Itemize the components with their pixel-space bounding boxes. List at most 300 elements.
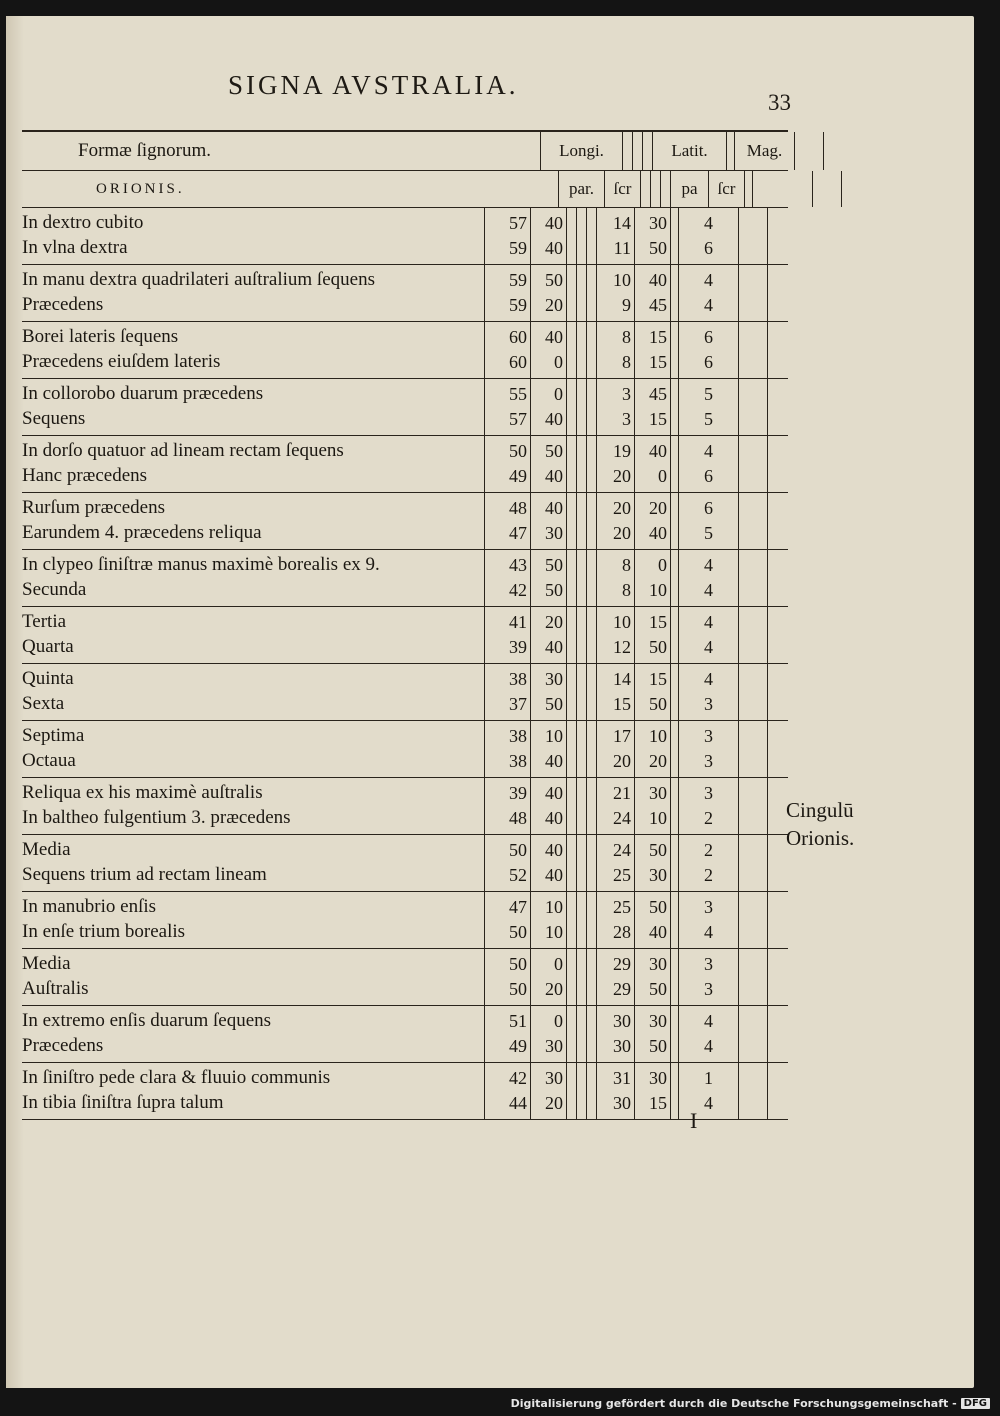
table-row (22, 379, 788, 436)
lat-scr-value-cell (634, 835, 670, 891)
lon-par-value: 47 (509, 897, 527, 917)
magnitude-value-cell (678, 265, 738, 321)
magnitude-value: 6 (704, 238, 713, 258)
star-name: Præcedens (22, 1035, 104, 1056)
lon-scr-value: 10 (545, 922, 563, 942)
lon-scr-value: 20 (545, 1093, 563, 1113)
lon-scr-value: 20 (545, 979, 563, 999)
lon-scr-value: 30 (545, 1068, 563, 1088)
star-name: In collorobo duarum præcedens (22, 383, 264, 404)
lat-scr-value: 45 (649, 384, 667, 404)
lon-scr-value-cell (530, 265, 566, 321)
star-name: Rurſum præcedens (22, 497, 166, 518)
header-magnitude: Mag. (734, 132, 794, 170)
lon-par-value: 51 (509, 1011, 527, 1031)
lat-scr-value-cell (634, 379, 670, 435)
lon-par-value-cell (484, 949, 530, 1005)
magnitude-value: 6 (704, 498, 713, 518)
lon-scr-value-cell (530, 835, 566, 891)
star-name: Tertia (22, 611, 67, 632)
magnitude-value: 3 (704, 726, 713, 746)
lat-scr-value: 15 (649, 352, 667, 372)
star-names (22, 493, 484, 549)
lon-scr-value: 50 (545, 694, 563, 714)
table-row (22, 949, 788, 1006)
lat-par-value: 8 (622, 555, 631, 575)
magnitude-value-cell (678, 892, 738, 948)
lat-scr-value-cell (634, 436, 670, 492)
star-names (22, 550, 484, 606)
header-forms: Formæ ſignorum. (78, 140, 212, 161)
magnitude-value-cell (678, 379, 738, 435)
lat-scr-value-cell (634, 208, 670, 264)
lat-par-value-cell (596, 1063, 634, 1119)
magnitude-value: 5 (704, 409, 713, 429)
lat-par-value: 8 (622, 352, 631, 372)
star-name: Media (22, 839, 71, 860)
lat-scr-value: 20 (649, 751, 667, 771)
star-names (22, 1063, 484, 1119)
lon-scr-value: 40 (545, 808, 563, 828)
lat-scr-value: 30 (649, 213, 667, 233)
lon-par-value: 59 (509, 270, 527, 290)
lon-par-value: 48 (509, 808, 527, 828)
lat-scr-value: 10 (649, 808, 667, 828)
magnitude-value-cell (678, 949, 738, 1005)
lon-scr-value: 40 (545, 498, 563, 518)
lat-scr-value-cell (634, 778, 670, 834)
lat-scr-value: 20 (649, 498, 667, 518)
lon-scr-value: 50 (545, 555, 563, 575)
lat-par-value-cell (596, 208, 634, 264)
magnitude-value: 4 (704, 213, 713, 233)
lat-par-value-cell (596, 265, 634, 321)
star-name: In manu dextra quadrilateri auſtralium ſequens (22, 269, 375, 290)
subheader-lat-par: pa (670, 171, 708, 207)
lon-scr-value-cell (530, 1006, 566, 1062)
lon-par-value-cell (484, 436, 530, 492)
magnitude-value: 3 (704, 751, 713, 771)
star-name: Quarta (22, 636, 74, 657)
lat-scr-value: 50 (649, 979, 667, 999)
table-row (22, 322, 788, 379)
lon-scr-value: 40 (545, 466, 563, 486)
lat-par-value: 30 (613, 1093, 631, 1113)
lat-par-value: 15 (613, 694, 631, 714)
lon-par-value-cell (484, 664, 530, 720)
lon-par-value: 38 (509, 751, 527, 771)
lon-scr-value-cell (530, 322, 566, 378)
lon-scr-value-cell (530, 208, 566, 264)
star-names (22, 778, 484, 834)
lat-scr-value: 50 (649, 840, 667, 860)
lat-par-value: 30 (613, 1036, 631, 1056)
lat-par-value: 19 (613, 441, 631, 461)
lon-scr-value: 0 (554, 384, 563, 404)
lat-par-value-cell (596, 892, 634, 948)
lon-scr-value: 30 (545, 1036, 563, 1056)
lat-scr-value-cell (634, 892, 670, 948)
star-name: Sexta (22, 693, 65, 714)
lat-par-value-cell (596, 835, 634, 891)
table-header (22, 130, 788, 171)
magnitude-value: 2 (704, 840, 713, 860)
table-row (22, 208, 788, 265)
magnitude-value: 1 (704, 1068, 713, 1088)
lat-scr-value-cell (634, 1063, 670, 1119)
lon-scr-value-cell (530, 550, 566, 606)
lon-par-value-cell (484, 322, 530, 378)
magnitude-value-cell (678, 322, 738, 378)
lat-par-value: 14 (613, 669, 631, 689)
lon-scr-value: 40 (545, 751, 563, 771)
magnitude-value: 3 (704, 954, 713, 974)
star-names (22, 208, 484, 264)
star-name: In baltheo fulgentium 3. præcedens (22, 807, 291, 828)
lon-par-value: 44 (509, 1093, 527, 1113)
lon-par-value: 57 (509, 409, 527, 429)
lat-scr-value-cell (634, 607, 670, 663)
table-row (22, 1006, 788, 1063)
footer-text: Digitalisierung gefördert durch die Deutsche Forschungsgemeinschaft - (510, 1397, 957, 1410)
lon-par-value: 43 (509, 555, 527, 575)
lat-scr-value-cell (634, 493, 670, 549)
lat-scr-value: 30 (649, 954, 667, 974)
star-names (22, 265, 484, 321)
table-row (22, 664, 788, 721)
star-name: In manubrio enſis (22, 896, 157, 917)
lat-scr-value: 50 (649, 1036, 667, 1056)
lon-par-value: 52 (509, 865, 527, 885)
dfg-logo: DFG (961, 1398, 990, 1409)
lat-par-value: 14 (613, 213, 631, 233)
lon-scr-value-cell (530, 1063, 566, 1119)
lon-par-value-cell (484, 379, 530, 435)
lat-scr-value-cell (634, 1006, 670, 1062)
star-name: Septima (22, 725, 85, 746)
star-name: Hanc præcedens (22, 465, 148, 486)
lat-scr-value: 10 (649, 726, 667, 746)
table-row (22, 550, 788, 607)
table-body (22, 208, 788, 1120)
magnitude-value-cell (678, 607, 738, 663)
margin-note (786, 796, 854, 852)
star-name: In clypeo ſiniſtræ manus maximè borealis ex 9. (22, 554, 380, 575)
star-name: Præcedens (22, 294, 104, 315)
magnitude-value: 4 (704, 295, 713, 315)
magnitude-value: 6 (704, 352, 713, 372)
subheader-lat-scr: ſcr (708, 171, 744, 207)
lon-scr-value-cell (530, 892, 566, 948)
lon-scr-value: 20 (545, 612, 563, 632)
lon-par-value: 59 (509, 295, 527, 315)
star-names (22, 892, 484, 948)
lat-scr-value-cell (634, 721, 670, 777)
lon-scr-value-cell (530, 379, 566, 435)
lon-scr-value-cell (530, 493, 566, 549)
running-title: SIGNA AVSTRALIA. (228, 70, 519, 100)
star-names (22, 721, 484, 777)
lon-par-value-cell (484, 208, 530, 264)
lat-par-value: 17 (613, 726, 631, 746)
lat-par-value: 3 (622, 409, 631, 429)
lat-scr-value: 15 (649, 327, 667, 347)
star-name: Auſtralis (22, 978, 89, 999)
lat-par-value-cell (596, 778, 634, 834)
star-name: Media (22, 953, 71, 974)
lon-scr-value: 40 (545, 637, 563, 657)
magnitude-value-cell (678, 721, 738, 777)
magnitude-value: 4 (704, 1093, 713, 1113)
lon-par-value: 60 (509, 327, 527, 347)
lon-par-value: 59 (509, 238, 527, 258)
magnitude-value: 4 (704, 580, 713, 600)
lon-par-value-cell (484, 550, 530, 606)
lat-scr-value-cell (634, 265, 670, 321)
magnitude-value: 6 (704, 466, 713, 486)
lat-scr-value: 15 (649, 409, 667, 429)
lon-scr-value: 50 (545, 580, 563, 600)
star-names (22, 835, 484, 891)
constellation-name: ORIONIS. (96, 180, 185, 197)
lon-par-value: 50 (509, 922, 527, 942)
star-name: In enſe trium borealis (22, 921, 186, 942)
lat-scr-value: 40 (649, 270, 667, 290)
subheader-lon-scr: ſcr (604, 171, 640, 207)
lon-par-value: 49 (509, 466, 527, 486)
star-names (22, 949, 484, 1005)
lat-par-value: 10 (613, 612, 631, 632)
lon-par-value: 50 (509, 441, 527, 461)
lat-par-value-cell (596, 493, 634, 549)
magnitude-value: 3 (704, 897, 713, 917)
lon-par-value: 50 (509, 954, 527, 974)
lon-scr-value: 30 (545, 669, 563, 689)
star-name: Præcedens eiuſdem lateris (22, 351, 221, 372)
lon-scr-value: 40 (545, 783, 563, 803)
lon-par-value: 47 (509, 523, 527, 543)
table-row (22, 265, 788, 322)
star-name: In tibia ſiniſtra ſupra talum (22, 1092, 224, 1113)
magnitude-value: 3 (704, 694, 713, 714)
star-name: Reliqua ex his maximè auſtralis (22, 782, 263, 803)
lat-par-value: 30 (613, 1011, 631, 1031)
lon-par-value: 42 (509, 1068, 527, 1088)
lon-par-value: 39 (509, 783, 527, 803)
lat-par-value: 10 (613, 270, 631, 290)
lon-scr-value-cell (530, 607, 566, 663)
lon-par-value-cell (484, 721, 530, 777)
lon-par-value: 50 (509, 840, 527, 860)
lon-par-value: 39 (509, 637, 527, 657)
magnitude-value: 5 (704, 523, 713, 543)
table-row (22, 721, 788, 778)
table-row (22, 778, 788, 835)
lon-scr-value: 40 (545, 238, 563, 258)
lon-scr-value-cell (530, 778, 566, 834)
star-name: Sequens (22, 408, 86, 429)
magnitude-value: 4 (704, 1036, 713, 1056)
star-names (22, 664, 484, 720)
lat-par-value-cell (596, 949, 634, 1005)
lon-par-value: 42 (509, 580, 527, 600)
magnitude-value: 3 (704, 783, 713, 803)
lat-scr-value-cell (634, 550, 670, 606)
magnitude-value: 4 (704, 637, 713, 657)
lat-scr-value: 15 (649, 669, 667, 689)
star-names (22, 436, 484, 492)
lat-par-value: 25 (613, 897, 631, 917)
magnitude-value: 4 (704, 270, 713, 290)
lon-scr-value: 50 (545, 270, 563, 290)
lon-par-value: 48 (509, 498, 527, 518)
lat-scr-value: 50 (649, 637, 667, 657)
lat-scr-value: 30 (649, 1068, 667, 1088)
magnitude-value: 4 (704, 1011, 713, 1031)
lat-par-value: 12 (613, 637, 631, 657)
footer-credit (511, 1397, 990, 1410)
lat-par-value: 24 (613, 840, 631, 860)
lon-par-value-cell (484, 265, 530, 321)
lon-scr-value: 20 (545, 295, 563, 315)
lon-par-value: 60 (509, 352, 527, 372)
lon-par-value-cell (484, 1063, 530, 1119)
lon-par-value: 37 (509, 694, 527, 714)
lon-scr-value: 40 (545, 409, 563, 429)
lat-par-value: 20 (613, 523, 631, 543)
table-row (22, 892, 788, 949)
lon-scr-value: 50 (545, 441, 563, 461)
signature-mark: I (690, 1108, 698, 1133)
magnitude-value-cell (678, 778, 738, 834)
magnitude-value: 4 (704, 669, 713, 689)
star-name: Sequens trium ad rectam lineam (22, 864, 267, 885)
lon-scr-value: 30 (545, 523, 563, 543)
table-row (22, 607, 788, 664)
lat-scr-value: 0 (658, 466, 667, 486)
lon-scr-value-cell (530, 721, 566, 777)
lat-par-value-cell (596, 379, 634, 435)
magnitude-value-cell (678, 664, 738, 720)
lon-scr-value: 40 (545, 327, 563, 347)
magnitude-value: 2 (704, 808, 713, 828)
lat-scr-value: 30 (649, 865, 667, 885)
lat-scr-value-cell (634, 949, 670, 1005)
lon-scr-value-cell (530, 436, 566, 492)
star-catalog-table (22, 130, 788, 1120)
lon-scr-value: 0 (554, 352, 563, 372)
star-names (22, 607, 484, 663)
lat-scr-value: 30 (649, 783, 667, 803)
lon-scr-value: 0 (554, 954, 563, 974)
lat-par-value-cell (596, 607, 634, 663)
lat-par-value-cell (596, 322, 634, 378)
lon-scr-value: 40 (545, 213, 563, 233)
magnitude-value: 4 (704, 922, 713, 942)
star-name: Borei lateris ſequens (22, 326, 179, 347)
lon-scr-value-cell (530, 664, 566, 720)
lat-par-value: 20 (613, 751, 631, 771)
table-row (22, 1063, 788, 1120)
lat-scr-value-cell (634, 322, 670, 378)
lat-par-value-cell (596, 550, 634, 606)
star-names (22, 1006, 484, 1062)
table-row (22, 835, 788, 892)
lat-par-value: 11 (613, 238, 631, 258)
lon-par-value-cell (484, 493, 530, 549)
magnitude-value-cell (678, 208, 738, 264)
lon-par-value: 57 (509, 213, 527, 233)
lon-par-value-cell (484, 835, 530, 891)
magnitude-value: 4 (704, 612, 713, 632)
lat-scr-value: 40 (649, 922, 667, 942)
lon-scr-value: 10 (545, 726, 563, 746)
star-names (22, 379, 484, 435)
magnitude-value-cell (678, 436, 738, 492)
magnitude-value: 2 (704, 865, 713, 885)
star-name: In ſiniſtro pede clara & fluuio communis (22, 1067, 331, 1088)
lon-par-value: 55 (509, 384, 527, 404)
star-name: In dorſo quatuor ad lineam rectam ſequens (22, 440, 344, 461)
lat-par-value-cell (596, 664, 634, 720)
lat-par-value: 31 (613, 1068, 631, 1088)
lat-scr-value: 50 (649, 694, 667, 714)
star-name: Octaua (22, 750, 76, 771)
magnitude-value: 5 (704, 384, 713, 404)
star-name: In extremo enſis duarum ſequens (22, 1010, 272, 1031)
star-name: Secunda (22, 579, 87, 600)
lon-par-value-cell (484, 1006, 530, 1062)
lat-par-value: 3 (622, 384, 631, 404)
lon-scr-value: 0 (554, 1011, 563, 1031)
lat-par-value: 29 (613, 979, 631, 999)
table-subheader (22, 171, 788, 208)
lat-par-value-cell (596, 1006, 634, 1062)
lat-scr-value: 15 (649, 1093, 667, 1113)
star-names (22, 322, 484, 378)
lat-scr-value: 0 (658, 555, 667, 575)
table-row (22, 436, 788, 493)
lat-scr-value: 10 (649, 580, 667, 600)
margin-note-line: Cingulū (786, 798, 854, 822)
page-number: 33 (768, 90, 791, 115)
lat-scr-value-cell (634, 664, 670, 720)
star-name: Earundem 4. præcedens reliqua (22, 522, 262, 543)
lon-par-value: 50 (509, 979, 527, 999)
lat-par-value: 20 (613, 498, 631, 518)
lon-par-value-cell (484, 607, 530, 663)
lat-par-value: 8 (622, 327, 631, 347)
lat-par-value: 28 (613, 922, 631, 942)
star-name: Quinta (22, 668, 74, 689)
lon-par-value: 38 (509, 726, 527, 746)
star-name: In dextro cubito (22, 212, 144, 233)
lat-par-value: 21 (613, 783, 631, 803)
lat-par-value: 25 (613, 865, 631, 885)
magnitude-value: 4 (704, 555, 713, 575)
lon-par-value-cell (484, 778, 530, 834)
lat-scr-value: 30 (649, 1011, 667, 1031)
magnitude-value: 3 (704, 979, 713, 999)
lon-scr-value: 10 (545, 897, 563, 917)
header-longitude: Longi. (540, 132, 622, 170)
lat-par-value: 29 (613, 954, 631, 974)
magnitude-value: 6 (704, 327, 713, 347)
lat-par-value-cell (596, 721, 634, 777)
lat-scr-value: 40 (649, 441, 667, 461)
lon-par-value-cell (484, 892, 530, 948)
lat-scr-value: 50 (649, 238, 667, 258)
